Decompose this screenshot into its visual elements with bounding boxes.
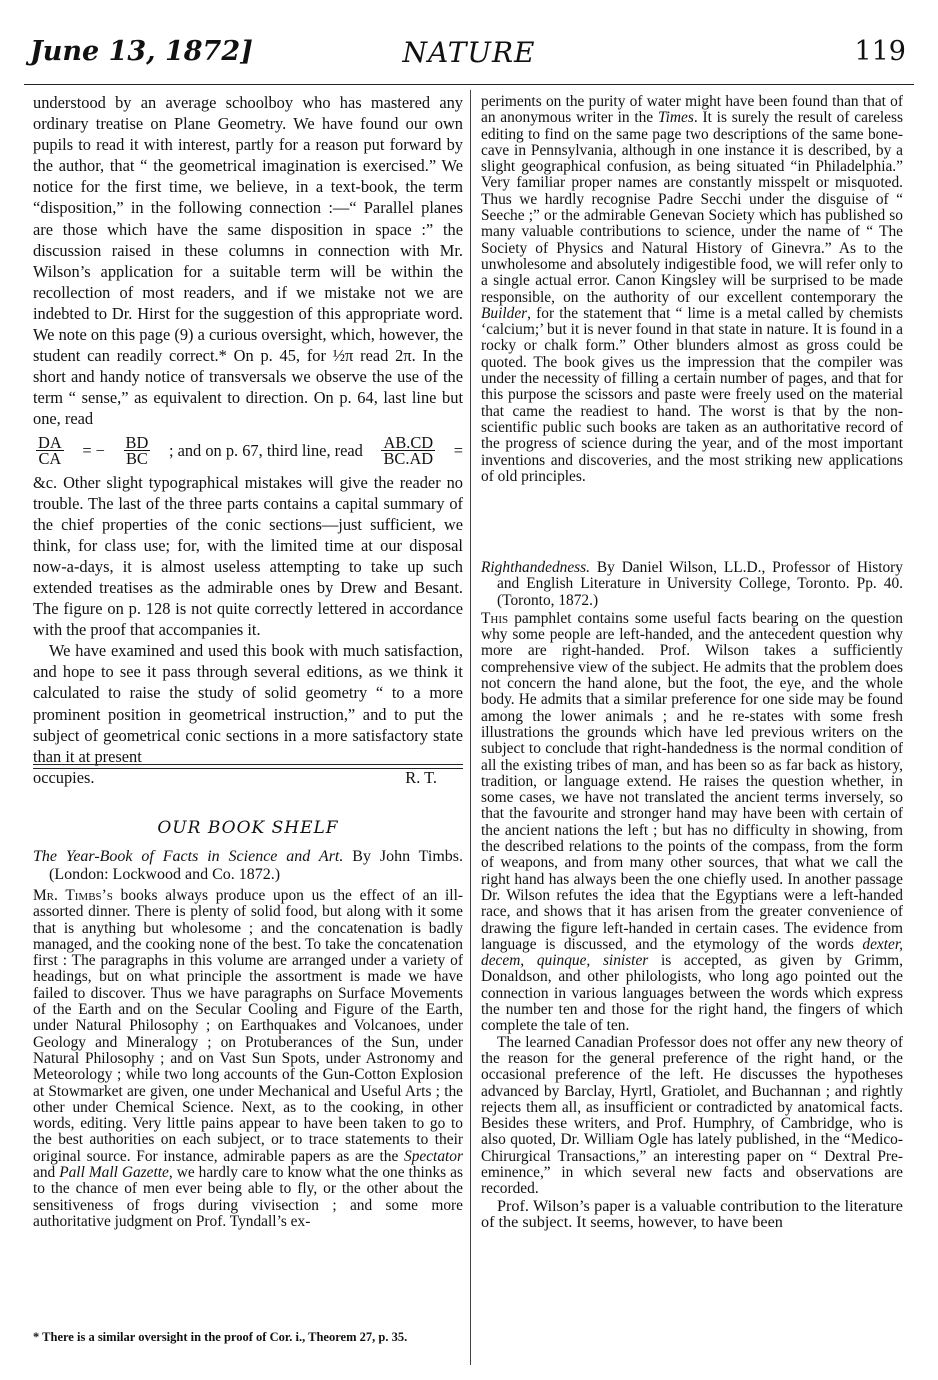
review-last-word: occupies.: [33, 767, 95, 787]
right-column: [481, 94, 903, 1372]
fraction-abcd-bcad: [381, 435, 435, 466]
review-paragraph: Prof. Wilson’s paper is a valuable contribution to the literature of the subject. It seems, however, to have been: [481, 1196, 903, 1232]
review-continued-text: periments on the purity of water might have been found than that of an anonymous writer in the Times. It is surely the result of careless editing to find on the same page two descriptions of the same bone-cave in Pennsylvania, although in one instance it is described, by a slight geographical confusion, as being situated “in Philadelphia.” Very familiar proper names are constantly misspelt or misquoted. Thus we hardly recognise Padre Secchi under the disguise of “ Seeche ;” or the admirable Genevan Society which has published so many valuable contributions to science, under the name of “ The Society of Physics and Natural History of Ginevra.” As to the unwholesome and absolutely indigestible food, we will refer only to a single actual error. Canon Kingsley will be surprised to be made responsible, on the authority of our excellent contemporary the Builder, for the statement that “ lime is a metal called by chemists ‘calcium;’ but it is never found in that state in nature. It is found in a rocky or chalk form.” Other blunders almost as gross could be quoted. The book gives us the impression that the compiler was under the necessity of filling a certain number of pages, and that for this purpose the scissors and paste were freely used on the material that came the readiest to hand. The worst is that by the non-scientific public such books are taken as an authoritative record of the progress of science during the year, and of the most important inventions and discoveries, and the most striking new applications of old principles.: [481, 93, 903, 485]
review-paragraph-1-end: &c. Other slight typographical mistakes will give the reader no trouble. The last of the three parts contains a capital summary of the chief properties of the conic sections—just sufficient, we think, for class use; for, with the limited time at our disposal now-a-days, it is almost useless attempting to take up such extended treatises as the admirable ones by Drew and Besant. The figure on p. 128 is not quite correctly lettered in accordance with the proof that accompanies it.: [33, 472, 463, 640]
review-continuation: [33, 92, 463, 788]
periodical-name: Times: [657, 109, 694, 127]
book-review-text: This pamphlet contains some useful facts bearing on the question why some people are left-handed, and the antecedent question why more are right-handed. Prof. Wilson takes a sufficiently comprehensive view of the subject. He admits that the problem does not concern the hand alone, but the foot, the eye, and the whole body. He admits that a similar preference for one side may be found among the lower animals ; and he re-states with some fresh illustrations the grounds which have led previous writers on the subject to conclude that right-handedness is the normal condition of all the existing tribes of man, and has been so as far back as history, tradition, or language extend. He raises the question whether, in some cases, we have not translated the ancient terms inversely, so that the favourite and stronger hand may have been with certain of the ancient nations the left ; but has no difficulty in showing, from the described relations to the points of the compass, from the form of weapons, and from many other sources, that what we call the right hand has always been the one chiefly used. In another passage Dr. Wilson refutes the idea that the Egyptians were a left-handed race, and shows that it has arisen from the greater convenience of drawing the figure left-handed in certain cases. The evidence from language is discussed, and the etymology of the words dexter, decem, quinque, sinister is accepted, as given by Grimm, Donaldson, and other philologists, who long ago pointed out the connection in various languages between the words which express the number ten and those for the right hand, the fingers of which complete the tale of ten.: [481, 609, 903, 1035]
book-review-yearbook: [33, 848, 463, 1230]
periodical-name: Builder: [481, 304, 528, 322]
math-expression: [33, 430, 463, 472]
frac-numerator: AB.CD: [383, 433, 434, 452]
book-review-text: Mr. Timbs’s books always produce upon us the effect of an ill-assorted dinner. There is plenty of solid food, but along with it some that is anything but wholesome ; and the concatenation is badly managed, and the cooking none of the best. To take the concatenation first : The paragraphs in this volume are arranged under a variety of headings, but on what principle the assortment is made we have failed to discover. Thus we have paragraphs on Surface Movements of the Earth and on the Secular Cooling and Figure of the Earth, under Natural Philosophy ; on Earthquakes and Volcanoes, under Geology and Mineralogy ; on Protuberances of the Sun, under Natural Philosophy ; and on Vast Sun Spots, under Astronomy and Meteorology ; while two long accounts of the Gun-Cotton Explosion at Stowmarket are given, one under Mechanical and Useful Arts ; the other under Chemical Science. Next, as to the cooking, in other words, editing. Very little pains appear to have been taken to go to the best authorities on each subject, or to trace statements to their original source. For instance, admirable papers as are the Spectator and Pall Mall Gazette, we hardly care to know what the one thinks as to the chance of men ever being able to fly, or the other about the sensitiveness of frogs during vivisection ; and some more authoritative judgment on Prof. Tyndall’s ex-: [33, 887, 463, 1230]
latin-words: dexter, decem, quinque, sinister: [481, 935, 903, 970]
frac-denominator: BC: [125, 449, 148, 468]
lead-words: Mr. Timbs’s: [33, 887, 113, 904]
frac-denominator: CA: [38, 449, 62, 468]
frac-numerator: BD: [125, 433, 149, 452]
journal-title: NATURE: [402, 36, 536, 69]
frac-numerator: DA: [38, 433, 62, 452]
book-info: By John Timbs. (London: Lockwood and Co. 1872.): [49, 848, 464, 883]
equals-minus: = −: [82, 440, 105, 460]
review-paragraph-1: understood by an average schoolboy who has mastered any ordinary treatise on Plane Geometry. We have found our own pupils to read it with interest, partly for a reason put forward by the author, that “ the geometrical imagination is exercised.” We notice for the first time, we believe, in a text-book, the term “disposition,” in the following connection :—“ Parallel planes are those which have the same disposition in space :” the discussion raised in these columns in connection with Mr. Wilson’s application for a suitable term will be within the recollection of most readers, and if we mistake not we are indebted to Dr. Hirst for the suggestion of this appropriate word. We note on this page (9) a curious oversight, which, however, the student can readily correct.* On p. 45, for ½π read 2π. In the short and handy notice of transversals we observe the use of the term “ sense,” as equivalent to direction. On p. 64, last line but one, read: [33, 93, 463, 429]
periodical-name: Spectator: [404, 1147, 463, 1165]
fraction-bd-bc: [124, 435, 151, 466]
math-connector-text: ; and on p. 67, third line, read: [168, 440, 363, 460]
review-paragraph-2: We have examined and used this book with much satisfaction, and hope to see it pass through several editions, as we think it calculated to raise the study of solid geometry “ to a more prominent position in geometrical instruction,” and to put the subject of geometrical conic sections in a more satisfactory state than it at present: [33, 641, 463, 766]
book-review-continuation: [481, 94, 903, 485]
signature-row: [33, 767, 463, 788]
book-title: The Year-Book of Facts in Science and Art.: [33, 848, 344, 865]
review-paragraph: The learned Canadian Professor does not offer any new theory of the reason for the general preference of the right hand, or the occasional preference of the left. He discusses the hypotheses advanced by Barclay, Hyrtl, Gratiolet, and Buchannan ; and rightly rejects them all, as insufficient or contradicted by anatomical facts. Besides these writers, and Prof. Humphry, of Cambridge, who is also quoted, Dr. William Ogle has lately published, in the “Medico-Chirurgical Transactions,” an interesting paper on “ Dextral Pre-eminence,” in which several new facts and observations are recorded.: [481, 1033, 903, 1198]
header-rule: [24, 84, 914, 85]
periodical-name: Pall Mall Gazette: [59, 1164, 169, 1182]
book-citation: [481, 560, 903, 609]
equals-sign: =: [453, 440, 463, 460]
left-column: [33, 92, 463, 1372]
fraction-da-ca: [36, 435, 64, 466]
section-title: OUR BOOK SHELF: [157, 818, 339, 838]
page-number: 119: [854, 36, 906, 67]
footnote: * There is a similar oversight in the proof of Cor. i., Theorem 27, p. 35.: [33, 1330, 408, 1344]
book-title: Righthandedness.: [481, 559, 591, 576]
reviewer-signature: R. T.: [405, 767, 437, 787]
book-citation: [33, 848, 463, 884]
lead-words: This: [481, 609, 509, 627]
book-info: By Daniel Wilson, LL.D., Professor of History and English Literature in University College, Toronto. Pp. 40. (Toronto, 1872.): [497, 559, 903, 609]
book-review-righthandedness: [481, 560, 903, 1231]
issue-date: June 13, 1872]: [30, 36, 253, 67]
column-divider: [470, 90, 471, 1365]
section-divider: [33, 764, 463, 769]
frac-denominator: BC.AD: [383, 449, 434, 468]
